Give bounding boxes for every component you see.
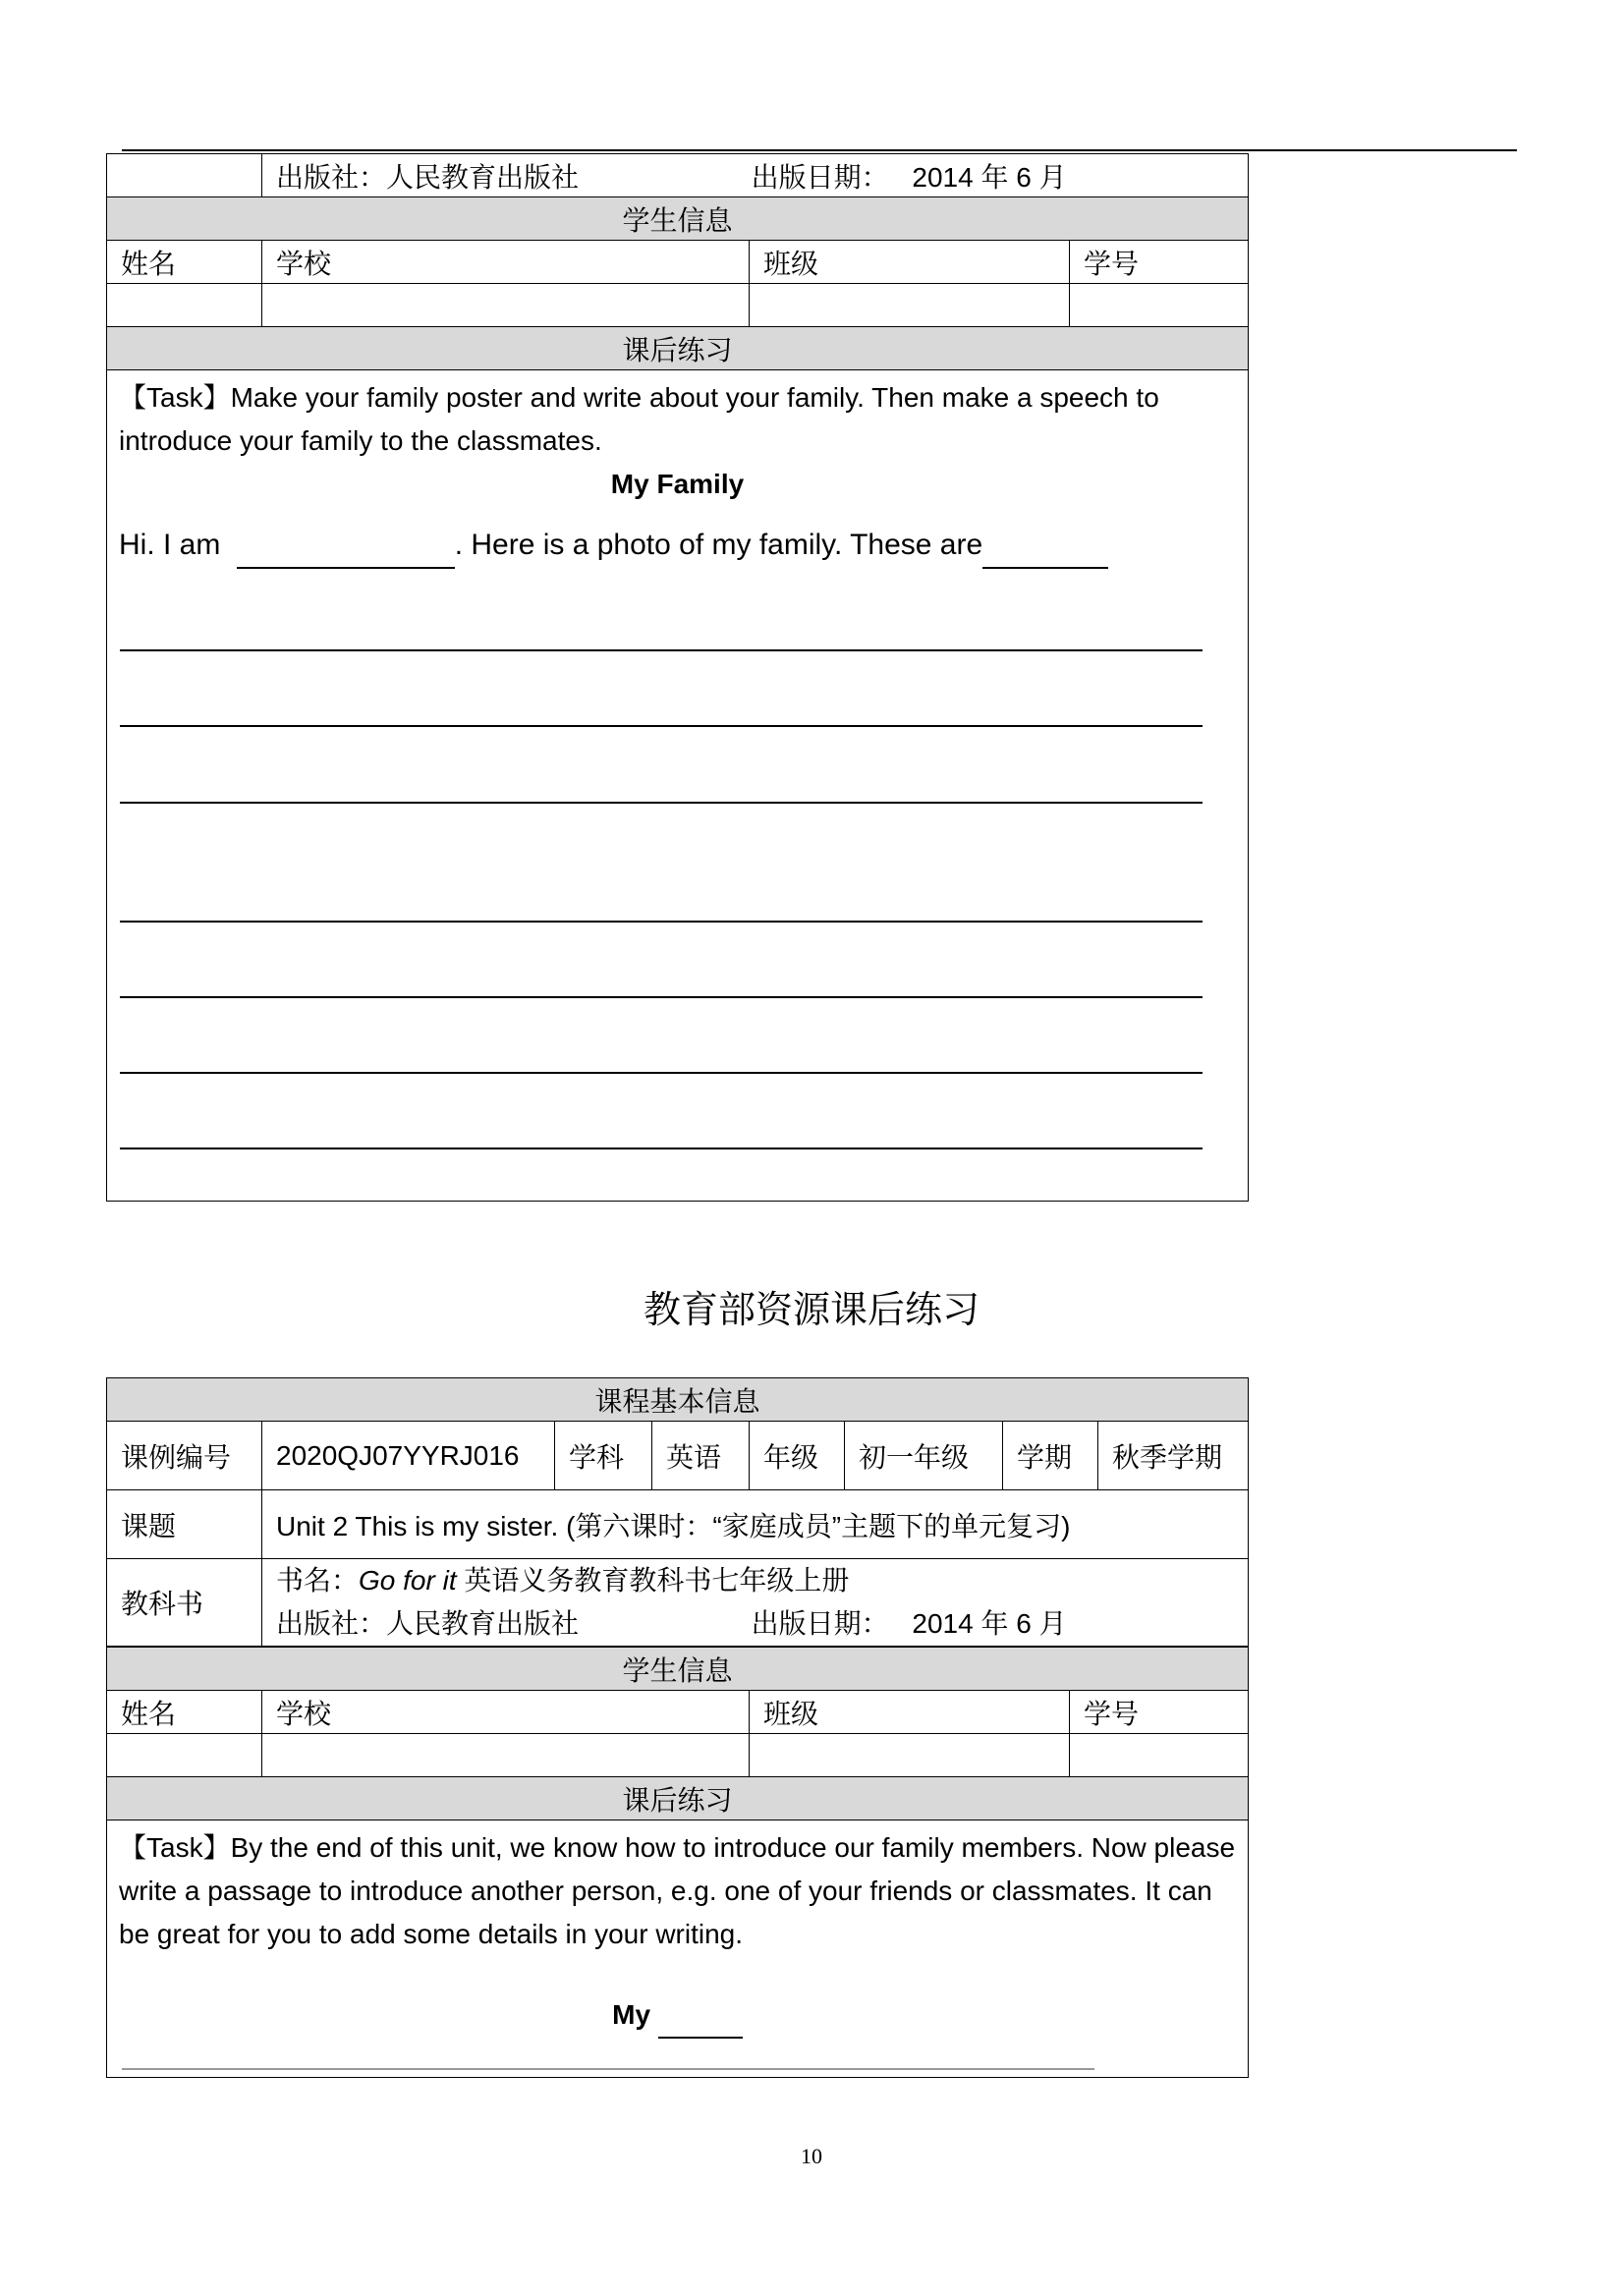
- student-info-header: 学生信息: [107, 1648, 1249, 1691]
- passage-title-blank[interactable]: [658, 1993, 743, 2039]
- class-label: 班级: [750, 1691, 1070, 1734]
- grade-value: 初一年级: [845, 1422, 1003, 1490]
- textbook-label: 教科书: [107, 1559, 262, 1647]
- book-prefix: 书名：: [276, 1565, 360, 1596]
- book-rest: 英语义务教育教科书七年级上册: [456, 1565, 850, 1596]
- task-cell: [107, 370, 1249, 1202]
- publish-date-label: 出版日期：: [751, 161, 889, 193]
- student-info-inputs: [107, 284, 1249, 327]
- term-label: 学期: [1003, 1422, 1098, 1490]
- student-info-inputs: [107, 1734, 1249, 1777]
- course-id-label: 课例编号: [107, 1422, 262, 1490]
- course-form-table: [106, 1377, 1249, 1647]
- course-id-value: 2020QJ07YYRJ016: [262, 1422, 555, 1490]
- publisher-text: 出版社：人民教育出版社: [276, 161, 580, 193]
- book-name: [276, 1559, 1234, 1602]
- student-id-label: 学号: [1070, 1691, 1249, 1734]
- poster-title: My Family: [610, 469, 745, 499]
- student-id-field[interactable]: [1070, 284, 1249, 327]
- writing-line-5[interactable]: [120, 996, 1203, 998]
- student-id-label: 学号: [1070, 241, 1249, 284]
- task-text: 【Task】By the end of this unit, we know how to introduce our family members. Now please write a passage to introduce another person, e.g. one of your friends or classmates. It can be great for you to add some details in your writing.: [119, 1832, 1236, 1949]
- subject-value: 英语: [652, 1422, 750, 1490]
- empty-cell: [107, 154, 262, 197]
- document-title: 教育部资源课后练习: [643, 1288, 979, 1331]
- school-label: 学校: [262, 1691, 750, 1734]
- topic-value: Unit 2 This is my sister. (第六课时：“家庭成员”主题下的单元复习): [262, 1490, 1249, 1559]
- name-field[interactable]: [107, 1734, 262, 1777]
- publish-date-value: 2014 年 6 月: [912, 1608, 1067, 1639]
- student-id-field[interactable]: [1070, 1734, 1249, 1777]
- writing-line-4[interactable]: [120, 921, 1203, 923]
- members-blank[interactable]: [982, 524, 1108, 569]
- intro-sentence: [119, 524, 1236, 569]
- book-publisher-line: [276, 1602, 1234, 1646]
- topic-label: 课题: [107, 1490, 262, 1559]
- writing-line-1[interactable]: [120, 649, 1203, 651]
- intro-part2: . Here is a photo of my family. These are: [454, 529, 983, 561]
- student-info-labels: [107, 241, 1249, 284]
- name-label: 姓名: [107, 1691, 262, 1734]
- student-info-header: 学生信息: [107, 197, 1249, 241]
- publisher-text: 出版社：人民教育出版社: [276, 1608, 580, 1639]
- book-italic-title: Go for it: [359, 1565, 457, 1596]
- writing-line-2[interactable]: [120, 725, 1203, 727]
- bottom-student-table: [106, 1647, 1249, 2078]
- page-number: 10: [801, 2144, 822, 2168]
- publisher-cell: [262, 154, 1249, 197]
- student-info-labels: [107, 1691, 1249, 1734]
- name-field[interactable]: [107, 284, 262, 327]
- passage-title: [119, 1993, 1236, 2039]
- class-label: 班级: [750, 241, 1070, 284]
- writing-line-3[interactable]: [120, 802, 1203, 804]
- name-label: 姓名: [107, 241, 262, 284]
- textbook-row: [107, 1559, 1249, 1647]
- name-blank[interactable]: [237, 524, 455, 569]
- intro-part1: Hi. I am: [119, 529, 221, 561]
- class-field[interactable]: [750, 1734, 1070, 1777]
- publisher-row: [107, 154, 1249, 197]
- writing-line-7[interactable]: [120, 1148, 1203, 1149]
- exercise-header: 课后练习: [107, 1777, 1249, 1820]
- school-field[interactable]: [262, 1734, 750, 1777]
- task-text: 【Task】Make your family poster and write about your family. Then make a speech to introduce your family to the classmates.: [119, 382, 1159, 456]
- school-label: 学校: [262, 241, 750, 284]
- textbook-value: [262, 1559, 1249, 1647]
- course-info-row: [107, 1422, 1249, 1490]
- exercise-header: 课后练习: [107, 327, 1249, 370]
- publish-date-label: 出版日期：: [751, 1608, 889, 1639]
- course-info-header: 课程基本信息: [107, 1378, 1249, 1422]
- header-rule: [122, 149, 1517, 151]
- topic-row: [107, 1490, 1249, 1559]
- task-cell: [107, 1820, 1249, 2078]
- grade-label: 年级: [750, 1422, 845, 1490]
- writing-line-6[interactable]: [120, 1072, 1203, 1074]
- writing-line-bottom[interactable]: [122, 2068, 1094, 2070]
- publish-date-value: 2014 年 6 月: [912, 161, 1067, 193]
- class-field[interactable]: [750, 284, 1070, 327]
- passage-title-prefix: My: [612, 1999, 651, 2030]
- school-field[interactable]: [262, 284, 750, 327]
- subject-label: 学科: [555, 1422, 652, 1490]
- top-form-table: [106, 153, 1249, 1202]
- term-value: 秋季学期: [1098, 1422, 1249, 1490]
